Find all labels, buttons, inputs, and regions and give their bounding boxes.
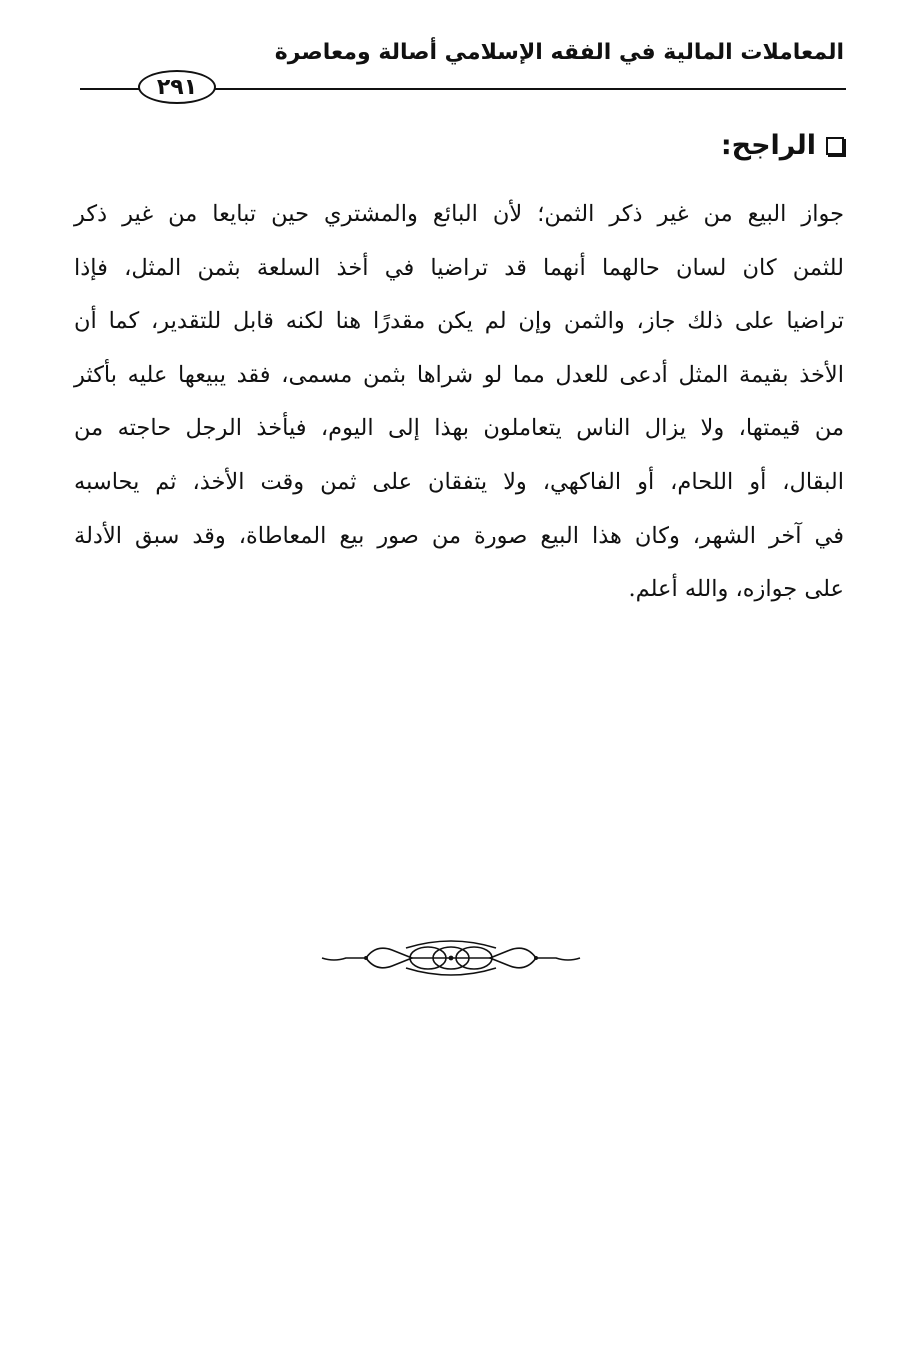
body-line: للثمن كان لسان حالهما أنهما قد تراضيا في أخذ السلعة بثمن المثل، فإذا xyxy=(74,254,844,281)
page-number: ٢٩١ xyxy=(138,70,216,104)
running-header-title: المعاملات المالية في الفقه الإسلامي أصالة ومعاصرة xyxy=(274,40,844,65)
body-line: تراضيا على ذلك جاز، والثمن وإن لم يكن مقدرًا هنا لكنه قابل للتقدير، كما أن xyxy=(74,308,844,335)
body-paragraph xyxy=(74,188,844,617)
section-heading-label: الراجح: xyxy=(720,130,816,161)
body-line: البقال، أو اللحام، أو الفاكهي، ولا يتفقان على ثمن وقت الأخذ، ثم يحاسبه xyxy=(74,468,844,495)
decorative-divider-ornament-icon xyxy=(320,938,582,978)
body-line: الأخذ بقيمة المثل أدعى للعدل مما لو شراها بثمن مسمى، فقد يبيعها عليه بأكثر xyxy=(74,361,844,388)
body-line: جواز البيع من غير ذكر الثمن؛ لأن البائع والمشتري حين تبايعا من غير ذكر xyxy=(74,201,844,227)
body-line: في آخر الشهر، وكان هذا البيع صورة من صور بيع المعاطاة، وقد سبق الأدلة xyxy=(74,522,844,549)
body-line: من قيمتها، ولا يزال الناس يتعاملون بهذا إلى اليوم، فيأخذ الرجل حاجته من xyxy=(74,415,844,442)
body-line: على جوازه، والله أعلم. xyxy=(628,576,844,603)
section-heading xyxy=(721,130,844,161)
checkbox-square-icon xyxy=(826,137,844,155)
